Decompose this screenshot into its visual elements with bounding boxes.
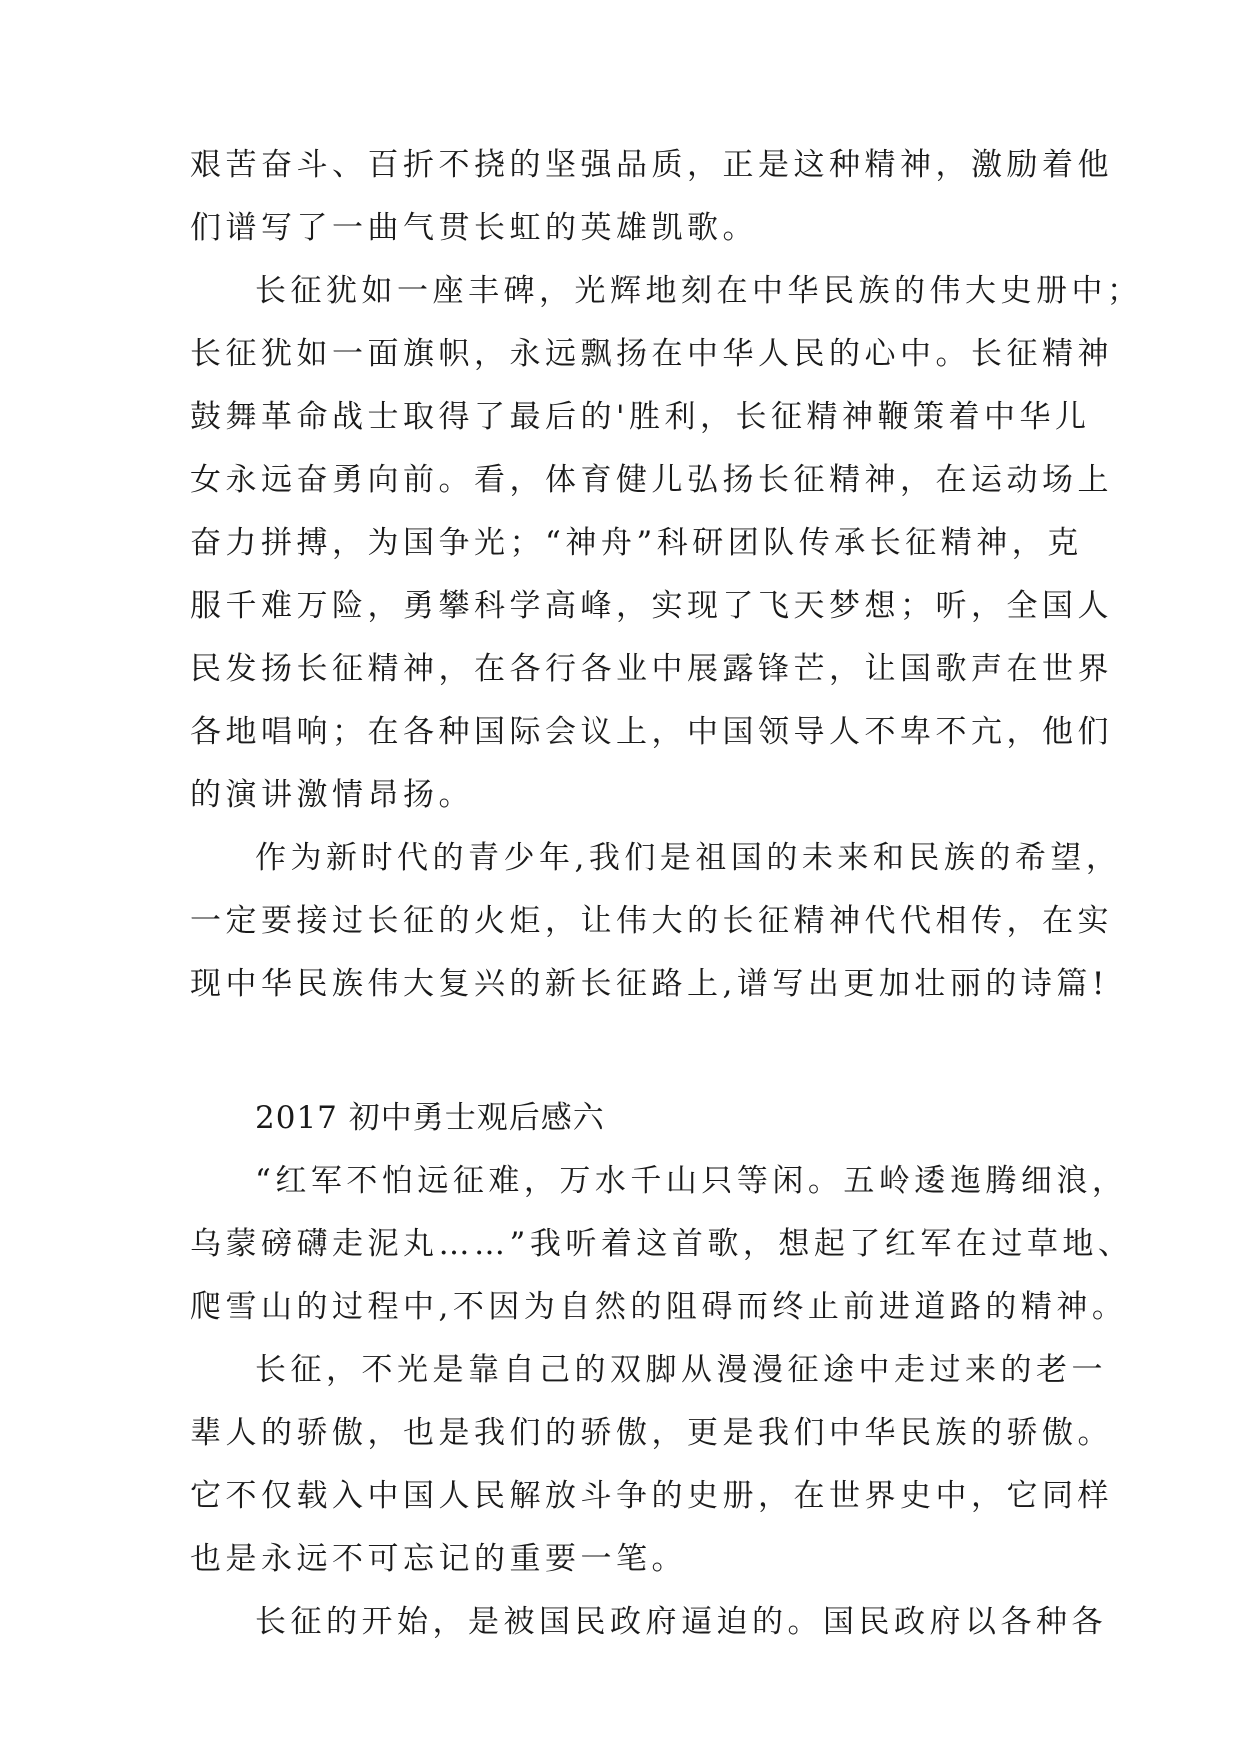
text-line: 的演讲激情昂扬。 [190, 777, 474, 813]
text-line: 它不仅载入中国人民解放斗争的史册，在世界史中，它同样 [190, 1478, 1113, 1514]
paragraph-first-line: 长征犹如一座丰碑，光辉地刻在中华民族的伟大史册中； [255, 273, 1143, 309]
text-line: 鼓舞革命战士取得了最后的'胜利，长征精神鞭策着中华儿 [190, 399, 1091, 435]
text-line: 爬雪山的过程中,不因为自然的阻碍而终止前进道路的精神。 [190, 1289, 1128, 1325]
paragraph-first-line: 长征的开始，是被国民政府逼迫的。国民政府以各种各 [255, 1604, 1107, 1640]
section-title: 2017 初中勇士观后感六 [255, 1100, 605, 1136]
text-line: 女永远奋勇向前。看，体育健儿弘扬长征精神，在运动场上 [190, 462, 1113, 498]
paragraph-first-line: “红军不怕远征难，万水千山只等闲。五岭逶迤腾细浪， [255, 1163, 1128, 1199]
paragraph-first-line: 长征，不光是靠自己的双脚从漫漫征途中走过来的老一 [255, 1352, 1107, 1388]
text-line: 奋力拼搏，为国争光；“神舟”科研团队传承长征精神，克 [190, 525, 1083, 561]
text-line: 们谱写了一曲气贯长虹的英雄凯歌。 [190, 210, 758, 246]
text-line: 也是永远不可忘记的重要一笔。 [190, 1541, 687, 1577]
text-line: 现中华民族伟大复兴的新长征路上,谱写出更加壮丽的诗篇! [190, 966, 1109, 1002]
text-line: 服千难万险，勇攀科学高峰，实现了飞天梦想；听，全国人 [190, 588, 1113, 624]
text-line: 一定要接过长征的火炬，让伟大的长征精神代代相传，在实 [190, 903, 1113, 939]
text-line: 艰苦奋斗、百折不挠的坚强品质，正是这种精神，激励着他 [190, 147, 1113, 183]
paragraph-first-line: 作为新时代的青少年,我们是祖国的未来和民族的希望， [255, 840, 1122, 876]
text-line: 乌蒙磅礴走泥丸……”我听着这首歌，想起了红军在过草地、 [190, 1226, 1134, 1262]
text-line: 长征犹如一面旗帜，永远飘扬在中华人民的心中。长征精神 [190, 336, 1113, 372]
text-line: 民发扬长征精神，在各行各业中展露锋芒，让国歌声在世界 [190, 651, 1113, 687]
text-line: 各地唱响；在各种国际会议上，中国领导人不卑不亢，他们 [190, 714, 1113, 750]
text-line: 辈人的骄傲，也是我们的骄傲，更是我们中华民族的骄傲。 [190, 1415, 1113, 1451]
